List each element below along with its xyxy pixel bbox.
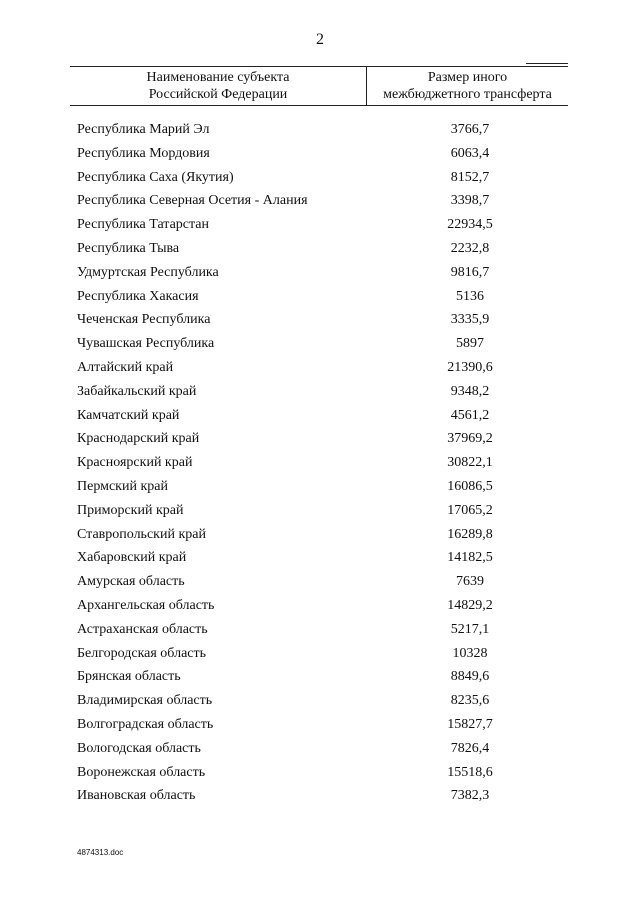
transfer-value: 22934,5 — [447, 217, 493, 233]
table-row — [0, 546, 640, 570]
table-row — [0, 356, 640, 380]
header-transfer-amount-line-2: межбюджетного трансферта — [383, 87, 552, 102]
table-row — [0, 404, 640, 428]
transfer-value: 3398,7 — [450, 193, 490, 209]
region-name: Республика Саха (Якутия) — [77, 169, 234, 185]
transfer-value: 8152,7 — [450, 169, 490, 185]
region-name: Красноярский край — [77, 455, 193, 471]
transfer-value: 17065,2 — [447, 502, 493, 518]
table-row — [0, 499, 640, 523]
table-row — [0, 166, 640, 190]
transfer-value: 6063,4 — [450, 145, 490, 161]
transfer-value: 7382,3 — [450, 788, 490, 804]
table-row — [0, 189, 640, 213]
table-row — [0, 285, 640, 309]
region-name: Амурская область — [77, 574, 185, 590]
table-row — [0, 308, 640, 332]
region-name: Воронежская область — [77, 764, 206, 780]
header-subject-name-line-1: Наименование субъекта — [146, 70, 290, 85]
region-name: Белгородская область — [77, 645, 207, 661]
table-row — [0, 665, 640, 689]
region-name: Республика Хакасия — [77, 288, 199, 304]
table-row — [0, 332, 640, 356]
region-name: Ивановская область — [77, 788, 196, 804]
table-row — [0, 642, 640, 666]
transfer-value: 30822,1 — [447, 455, 493, 471]
region-name: Астраханская область — [77, 621, 208, 637]
transfer-value: 21390,6 — [447, 359, 493, 375]
table-row — [0, 213, 640, 237]
table-body — [0, 118, 640, 808]
region-name: Республика Татарстан — [77, 217, 210, 233]
transfer-value: 10328 — [452, 645, 488, 661]
region-name: Чеченская Республика — [77, 312, 211, 328]
header-transfer-amount-line-1: Размер иного — [427, 70, 508, 85]
region-name: Вологодская область — [77, 740, 201, 756]
table-header — [70, 66, 568, 106]
region-name: Ставропольский край — [77, 526, 206, 542]
table-row — [0, 475, 640, 499]
region-name: Брянская область — [77, 669, 181, 685]
table-row — [0, 380, 640, 404]
region-name: Республика Северная Осетия - Алания — [77, 193, 308, 209]
transfer-value: 16289,8 — [447, 526, 493, 542]
region-name: Краснодарский край — [77, 431, 200, 447]
transfer-value: 7639 — [456, 574, 484, 590]
table-row — [0, 427, 640, 451]
table-row — [0, 261, 640, 285]
region-name: Республика Марий Эл — [77, 122, 210, 137]
transfer-value: 2232,8 — [450, 240, 490, 256]
header-subject-name-line-2: Российской Федерации — [148, 87, 288, 102]
document-code: 4874313.doc — [77, 848, 124, 857]
table-row — [0, 570, 640, 594]
table-row — [0, 523, 640, 547]
table-row — [0, 451, 640, 475]
transfer-value: 3335,9 — [450, 312, 490, 328]
transfer-value: 14829,2 — [447, 597, 493, 613]
table-row — [0, 594, 640, 618]
transfer-value: 8849,6 — [450, 669, 490, 685]
region-name: Хабаровский край — [77, 550, 187, 566]
transfer-value: 9816,7 — [450, 264, 490, 280]
transfer-value: 8235,6 — [450, 693, 490, 709]
header-top-stroke — [526, 63, 568, 64]
transfer-value: 14182,5 — [447, 550, 493, 566]
table-row — [0, 784, 640, 808]
region-name: Приморский край — [77, 502, 184, 518]
region-name: Архангельская область — [77, 597, 215, 613]
region-name: Удмуртская Республика — [77, 264, 219, 280]
region-name: Волгоградская область — [77, 716, 214, 732]
transfer-value: 37969,2 — [447, 431, 493, 447]
region-name: Республика Мордовия — [77, 145, 210, 161]
region-name: Республика Тыва — [77, 240, 180, 256]
header-transfer-amount — [366, 67, 568, 105]
table-row — [0, 689, 640, 713]
region-name: Пермский край — [77, 478, 168, 494]
table-row — [0, 737, 640, 761]
region-name: Чувашская Республика — [77, 336, 215, 352]
transfer-value: 7826,4 — [450, 740, 490, 756]
table-row — [0, 142, 640, 166]
transfer-value: 9348,2 — [450, 383, 490, 399]
table-row — [0, 237, 640, 261]
table-row — [0, 761, 640, 785]
transfer-value: 5217,1 — [450, 621, 490, 637]
table-row — [0, 713, 640, 737]
region-name: Владимирская область — [77, 693, 213, 709]
page-number: 2 — [316, 31, 324, 48]
region-name: Забайкальский край — [77, 383, 197, 399]
transfer-value: 16086,5 — [447, 478, 493, 494]
table-row — [0, 118, 640, 142]
transfer-value: 5136 — [456, 288, 484, 304]
region-name: Алтайский край — [77, 359, 174, 375]
transfer-value: 15827,7 — [447, 716, 493, 732]
transfer-value: 15518,6 — [447, 764, 493, 780]
header-subject-name — [70, 67, 366, 105]
transfer-value: 4561,2 — [450, 407, 490, 423]
table-row — [0, 618, 640, 642]
region-name: Камчатский край — [77, 407, 180, 423]
transfer-value: 5897 — [456, 336, 484, 352]
transfer-value: 3766,7 — [450, 122, 490, 137]
